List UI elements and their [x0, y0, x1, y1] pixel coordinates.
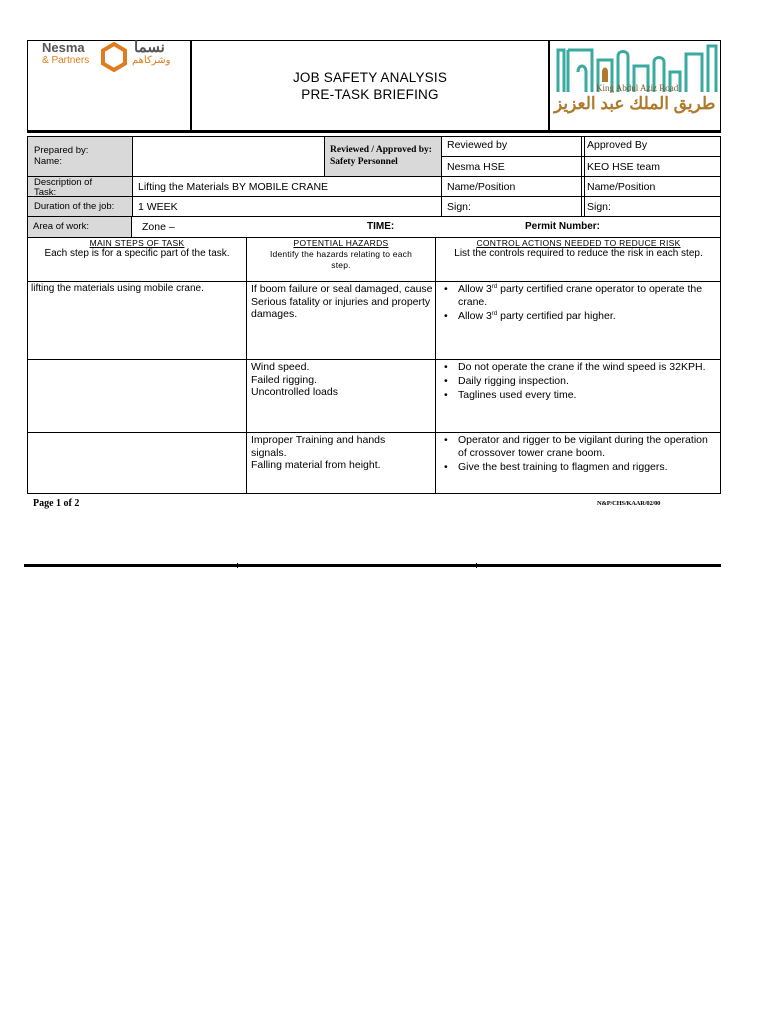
- description-value-cell: [132, 176, 442, 197]
- row2-hazard-2: Failed rigging.: [251, 373, 317, 386]
- col2-subtitle: Identify the hazards relating to each step.: [269, 249, 413, 270]
- row3-control-2: • Give the best training to flagmen and riggers.: [458, 461, 717, 474]
- row2-control-2: • Daily rigging inspection.: [458, 375, 717, 388]
- duration-value-cell: [132, 196, 442, 217]
- reviewed-by-label: Reviewed by: [447, 139, 508, 151]
- row2-hazard-3: Uncontrolled loads: [251, 386, 338, 398]
- kaar-logo: [552, 42, 720, 128]
- col3-header: [436, 238, 721, 260]
- area-label: Area of work:: [33, 221, 89, 232]
- name-position-cell-2: [581, 176, 721, 197]
- row2-hazards: [251, 361, 433, 399]
- sign-cell-1: [441, 196, 585, 217]
- prepared-by-label-cell: [27, 136, 133, 177]
- reviewed-approved-label: Reviewed / Approved by: Safety Personnel: [330, 145, 432, 167]
- time-label: TIME:: [367, 221, 395, 232]
- next-page-header-rule: [24, 564, 721, 567]
- duration-label: Duration of the job:: [34, 201, 115, 212]
- permit-number-label: Permit Number:: [525, 221, 601, 232]
- row3-hazard-1: Improper Training and hands signals.: [251, 434, 386, 459]
- next-page-tick-2: [476, 563, 477, 568]
- row3-hazards: [251, 434, 433, 472]
- reviewed-by-label-cell: [441, 136, 585, 157]
- prepared-by-label: Prepared by: Name:: [34, 145, 89, 167]
- row1-hazards: If boom failure or seal damaged, cause Serious fatality or injuries and property damages.: [251, 283, 433, 320]
- title-line-1: JOB SAFETY ANALYSIS: [292, 70, 448, 85]
- name-position-label-2: Name/Position: [587, 181, 656, 193]
- document-code: N&P/CHS/KAAR/02/00: [597, 500, 661, 507]
- kaar-logo-en: King Abdul Aziz Road: [596, 83, 679, 93]
- row-divider-header: [27, 281, 721, 282]
- area-value: Zone –: [142, 221, 175, 233]
- row1-control-1: • Allow 3rd party certified crane operator to operate the crane.: [458, 283, 717, 308]
- col1-title: MAIN STEPS OF TASK: [89, 238, 185, 248]
- description-value: Lifting the Materials BY MOBILE CRANE: [138, 181, 329, 193]
- description-label-cell: [27, 176, 133, 197]
- nesma-logo-ar-sub: وشركاهم: [132, 55, 171, 66]
- page-number: Page 1 of 2: [33, 498, 80, 509]
- col1-header: [28, 238, 246, 261]
- col2-header: [247, 238, 435, 270]
- nesma-logo-ar: نسما: [134, 39, 165, 56]
- reviewed-by-value: Nesma HSE: [447, 161, 505, 173]
- row3-control-1: • Operator and rigger to be vigilant during the operation of crossover tower crane boom.: [458, 434, 717, 459]
- document-title: [192, 69, 548, 103]
- col-divider-2: [435, 237, 436, 494]
- header-divider-right: [548, 40, 550, 131]
- nesma-logo-en: Nesma: [42, 40, 85, 55]
- approved-by-label-cell: [581, 136, 721, 157]
- duration-label-cell: [27, 196, 133, 217]
- row2-control-3: • Taglines used every time.: [458, 389, 717, 402]
- header-bottom-rule: [27, 130, 721, 133]
- prepared-by-value-cell[interactable]: [132, 136, 325, 177]
- col3-subtitle: List the controls required to reduce the risk in each step.: [454, 248, 703, 259]
- sign-cell-2: [581, 196, 721, 217]
- row-divider-2: [27, 432, 721, 433]
- row2-control-1: • Do not operate the crane if the wind speed is 32KPH.: [458, 361, 717, 374]
- approved-by-value-cell: [581, 156, 721, 177]
- area-label-cell: [28, 217, 132, 237]
- hexagon-icon: [100, 42, 128, 72]
- reviewed-by-value-cell: [441, 156, 585, 177]
- title-line-2: PRE-TASK BRIEFING: [301, 87, 439, 102]
- sign-label-1: Sign:: [447, 201, 471, 213]
- kaar-logo-ar: طريق الملك عبد العزيز: [554, 94, 716, 113]
- col1-subtitle: Each step is for a specific part of the task.: [44, 248, 230, 259]
- duration-value: 1 WEEK: [138, 201, 178, 213]
- name-position-label-1: Name/Position: [447, 181, 516, 193]
- row1-step: lifting the materials using mobile crane.: [31, 283, 204, 294]
- row1-controls: [442, 283, 717, 324]
- nesma-logo: [34, 41, 184, 75]
- col3-title: CONTROL ACTIONS NEEDED TO REDUCE RISK: [476, 238, 681, 248]
- approved-by-value: KEO HSE team: [587, 161, 660, 173]
- col-divider-1: [246, 237, 247, 494]
- row3-hazard-2: Falling material from height.: [251, 459, 381, 471]
- row2-controls: [442, 361, 717, 403]
- row2-hazard-1: Wind speed.: [251, 361, 310, 373]
- row3-controls: [442, 434, 717, 475]
- approved-by-label: Approved By: [587, 139, 648, 151]
- name-position-cell-1: [441, 176, 585, 197]
- next-page-tick-1: [237, 563, 238, 568]
- nesma-logo-en-sub: & Partners: [42, 55, 90, 66]
- reviewed-approved-label-cell: [324, 136, 442, 177]
- row1-control-2: • Allow 3rd party certified par higher.: [458, 310, 717, 323]
- description-label: Description of Task:: [34, 177, 93, 197]
- col2-title: POTENTIAL HAZARDS: [293, 238, 389, 248]
- row-divider-1: [27, 359, 721, 360]
- sign-label-2: Sign:: [587, 201, 611, 213]
